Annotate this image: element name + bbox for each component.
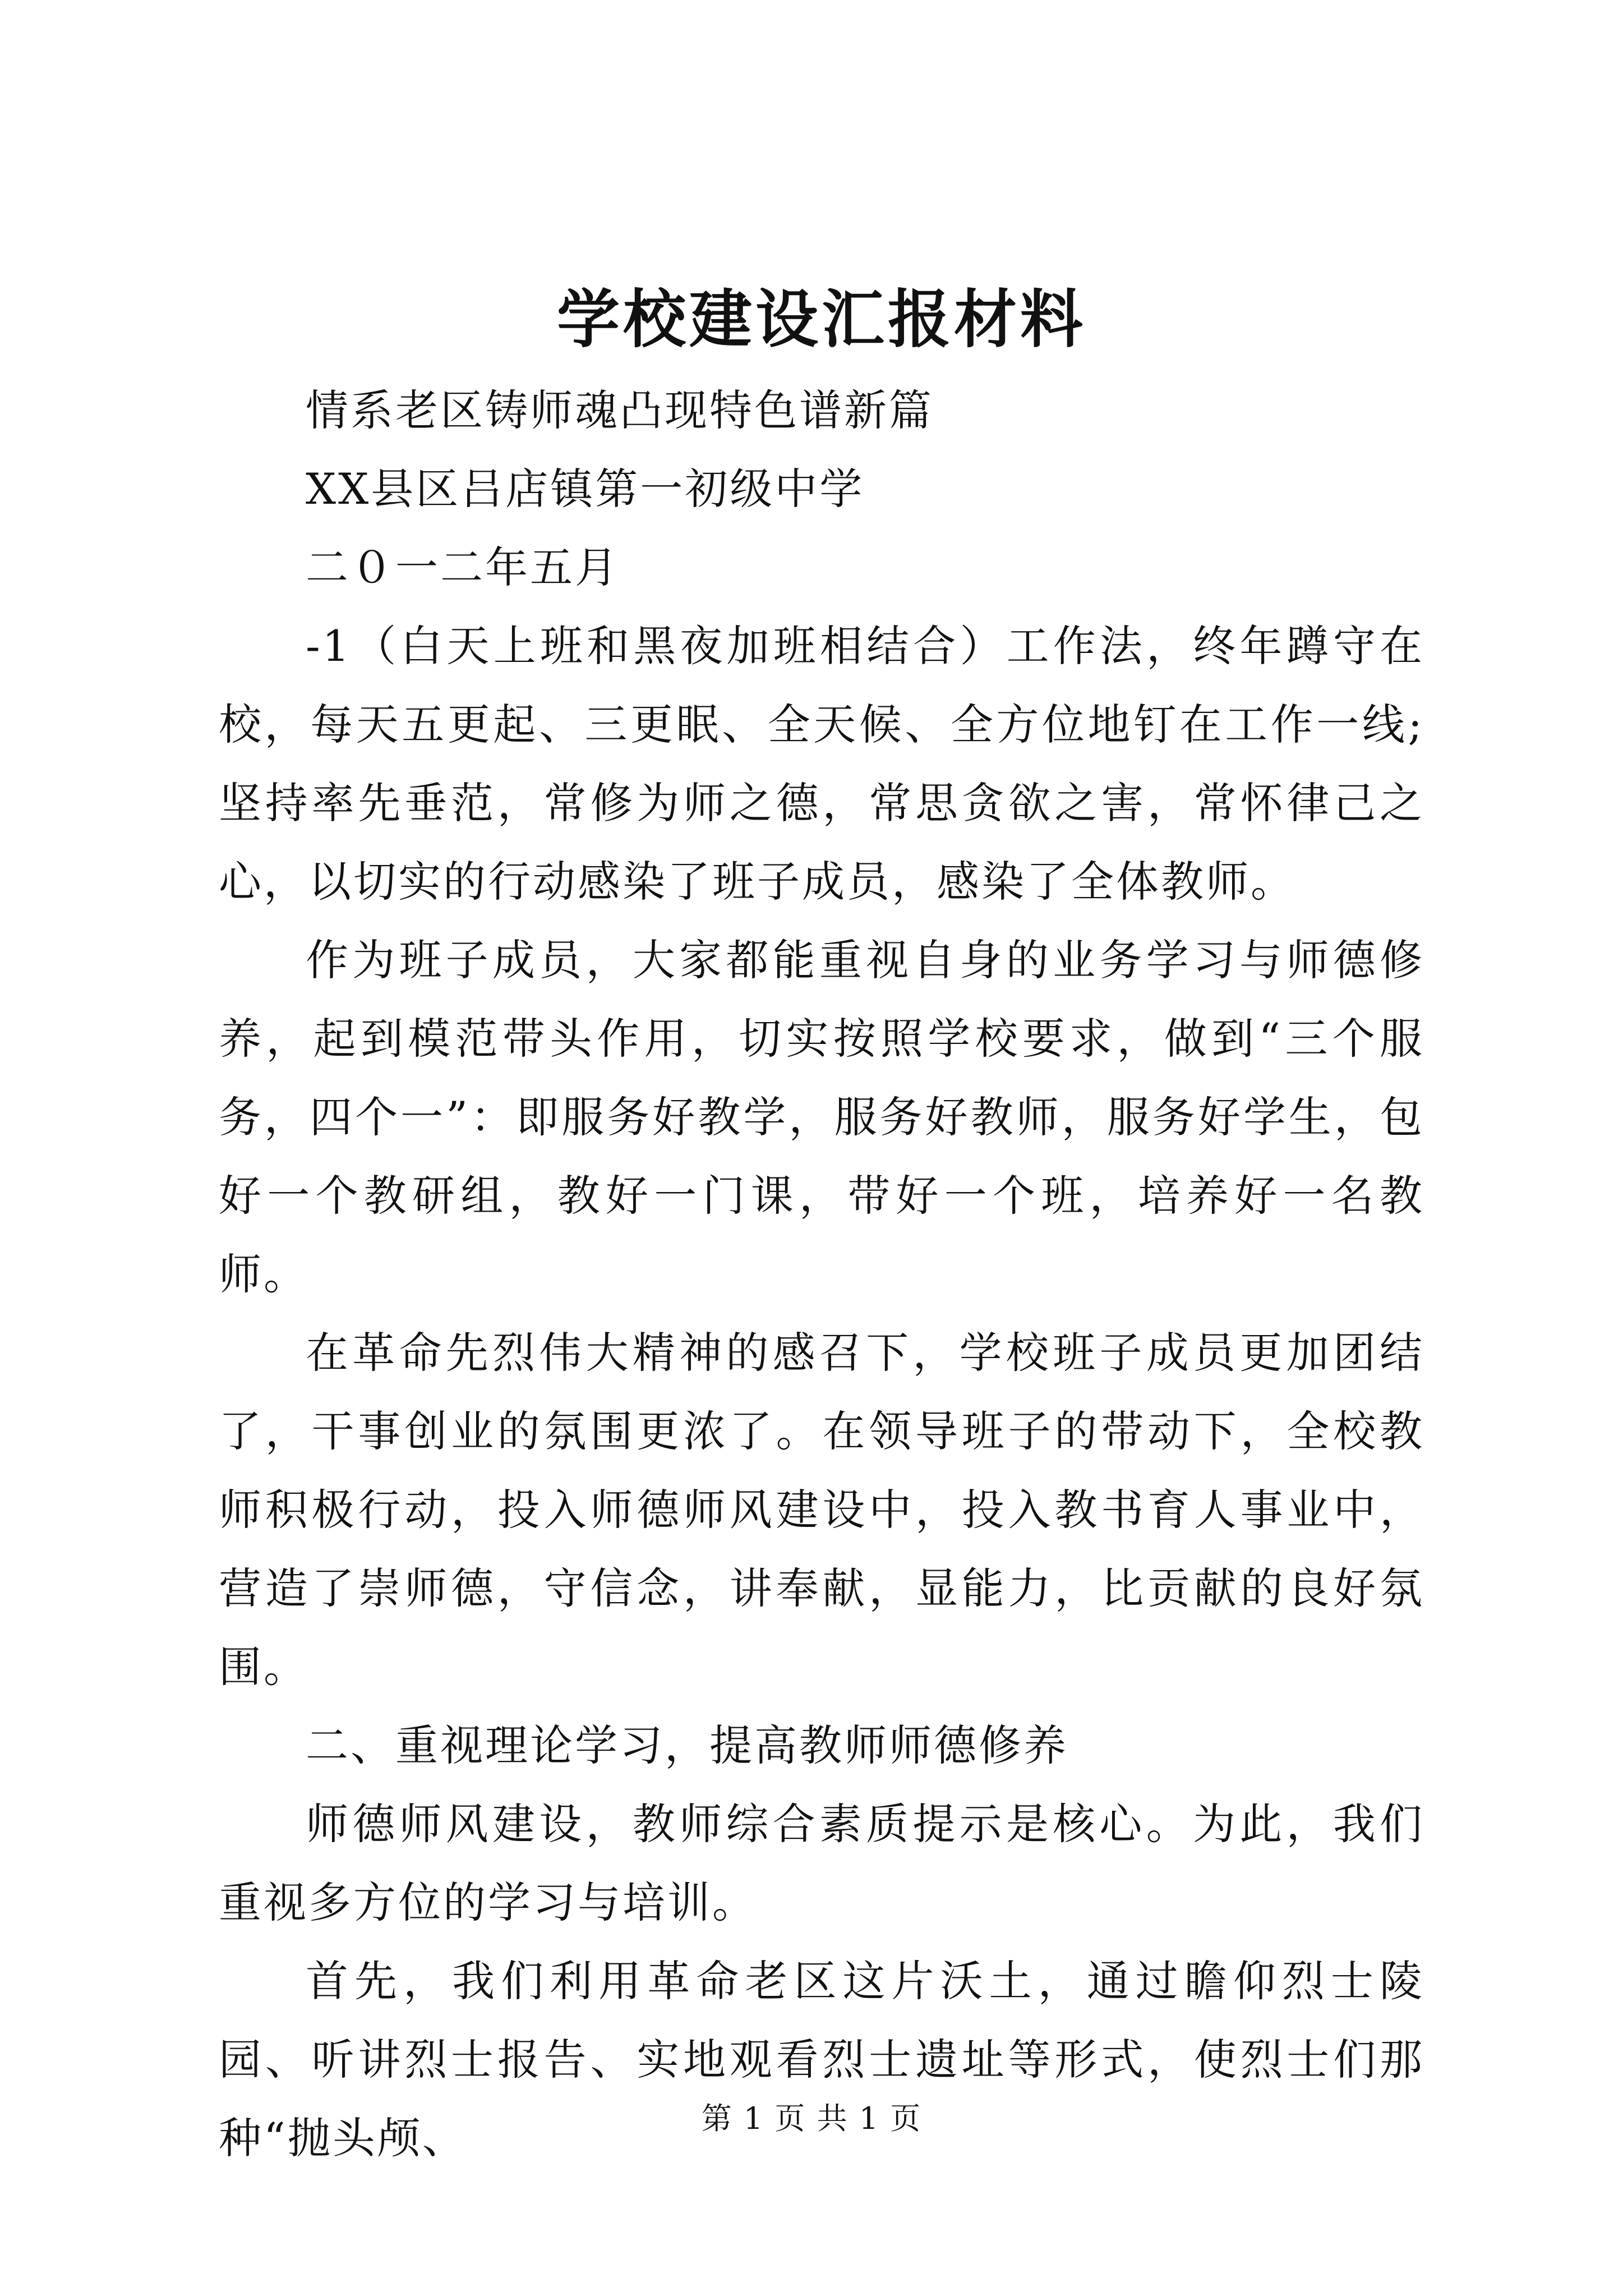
page-footer: 第 1 页 共 1 页	[701, 2101, 922, 2136]
body-paragraph: 师德师风建设，教师综合素质提示是核心。为此，我们重视多方位的学习与培训。	[219, 1799, 1424, 1927]
body-paragraph: -1（白天上班和黑夜加班相结合）工作法，终年蹲守在校，每天五更起、三更眠、全天候、全方位地钉在工作一线;坚持率先垂范，常修为师之德，常思贪欲之害，常怀律己之心，以切实的行动感染了班子成员，感染了全体教师。	[219, 621, 1424, 907]
document-body	[219, 371, 1424, 2178]
school-name-paragraph: XX县区吕店镇第一初级中学	[306, 464, 865, 514]
document-title: 学校建设汇报材料	[557, 283, 1086, 356]
section-heading: 二、重视理论学习，提高教师师德修养	[306, 1720, 1068, 1770]
body-paragraph: 在革命先烈伟大精神的感召下，学校班子成员更加团结了，干事创业的氛围更浓了。在领导班子的带动下，全校教师积极行动，投入师德师风建设中，投入教书育人事业中，营造了崇师德，守信念，讲奉献，显能力，比贡献的良好氛围。	[219, 1328, 1424, 1692]
body-paragraph: 作为班子成员，大家都能重视自身的业务学习与师德修养，起到模范带头作用，切实按照学校要求，做到“三个服务，四个一”：即服务好教学，服务好教师，服务好学生，包好一个教研组，教好一门课，带好一个班，培养好一名教师。	[219, 935, 1424, 1299]
subtitle-paragraph: 情系老区铸师魂凸现特色谱新篇	[306, 385, 934, 435]
date-paragraph: 二０一二年五月	[306, 542, 620, 592]
body-paragraph: 首先，我们利用革命老区这片沃土，通过瞻仰烈士陵园、听讲烈士报告、实地观看烈士遗址等形式，使烈士们那种“抛头颅、	[219, 1956, 1424, 2163]
